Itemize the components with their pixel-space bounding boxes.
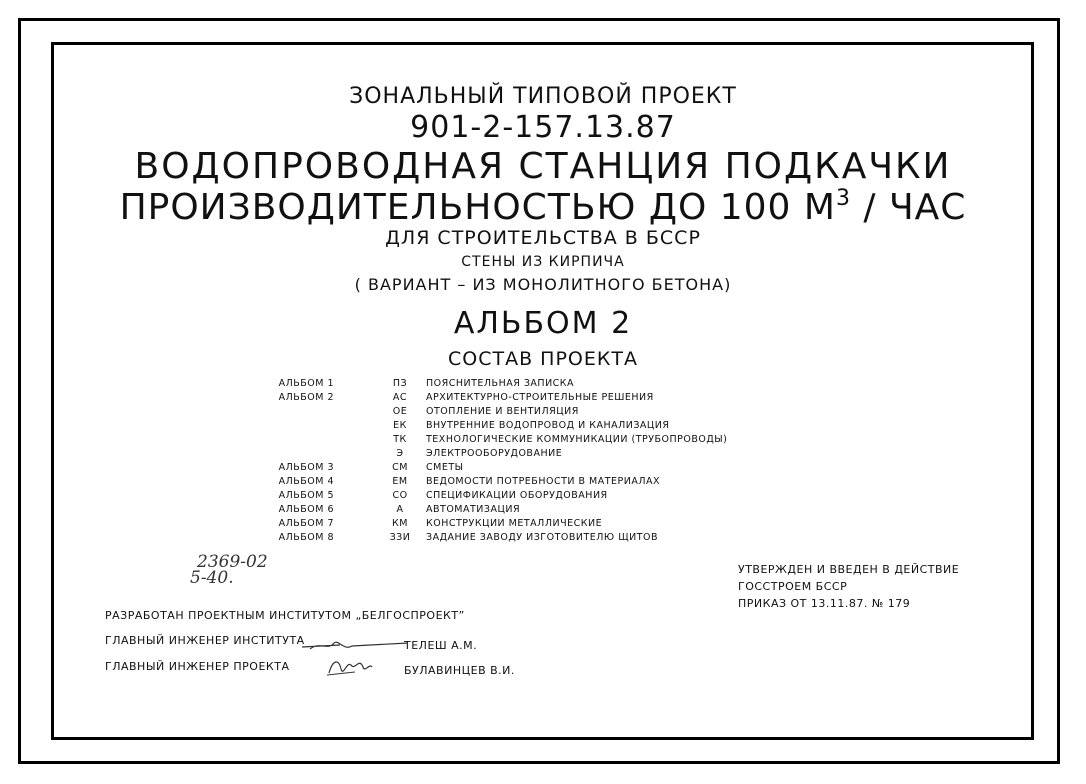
subtitle-variant: ( ВАРИАНТ – ИЗ МОНОЛИТНОГО БЕТОНА) (354, 275, 732, 294)
row-code: А (396, 504, 404, 515)
chief-project-label: ГЛАВНЫЙ ИНЖЕНЕР ПРОЕКТА (105, 660, 290, 673)
row-album: АЛЬБОМ 8 (278, 532, 334, 543)
approval-line-1: УТВЕРЖДЕН И ВВЕДЕН В ДЕЙСТВИЕ (738, 563, 960, 576)
row-album: АЛЬБОМ 6 (278, 504, 334, 515)
row-code: СО (392, 490, 408, 501)
row-album: АЛЬБОМ 7 (278, 518, 334, 529)
row-album: АЛЬБОМ 4 (278, 476, 334, 487)
handwritten-sheets: 5-40. (190, 568, 234, 588)
row-description: ПОЯСНИТЕЛЬНАЯ ЗАПИСКА (426, 378, 575, 389)
row-album: АЛЬБОМ 2 (278, 392, 334, 403)
contents-row (0, 378, 1086, 392)
title-line-1: ВОДОПРОВОДНАЯ СТАНЦИЯ ПОДКАЧКИ (134, 146, 952, 187)
row-description: АВТОМАТИЗАЦИЯ (426, 504, 521, 515)
title-line-2 (0, 186, 1086, 228)
handwritten-number: 2369-02 (197, 552, 268, 572)
title-line-2-tail: / ЧАС (850, 187, 967, 228)
row-code: ЗЗИ (389, 532, 411, 543)
contents-row (0, 420, 1086, 434)
project-type-heading: ЗОНАЛЬНЫЙ ТИПОВОЙ ПРОЕКТ (349, 84, 737, 109)
subtitle-region: ДЛЯ СТРОИТЕЛЬСТВА В БССР (385, 227, 701, 249)
row-description: ЭЛЕКТРООБОРУДОВАНИЕ (426, 448, 563, 459)
contents-title: СОСТАВ ПРОЕКТА (448, 348, 638, 370)
chief-institute-label: ГЛАВНЫЙ ИНЖЕНЕР ИНСТИТУТА (105, 634, 305, 647)
project-number: 901-2-157.13.87 (410, 110, 676, 145)
row-code: КМ (392, 518, 408, 529)
row-description: КОНСТРУКЦИИ МЕТАЛЛИЧЕСКИЕ (426, 518, 603, 529)
row-code: ЕМ (392, 476, 408, 487)
contents-row (0, 462, 1086, 476)
row-description: ОТОПЛЕНИЕ И ВЕНТИЛЯЦИЯ (426, 406, 579, 417)
subtitle-walls: СТЕНЫ ИЗ КИРПИЧА (461, 254, 625, 270)
approval-order: ПРИКАЗ ОТ 13.11.87. № 179 (738, 597, 911, 610)
row-description: ВНУТРЕННИЕ ВОДОПРОВОД И КАНАЛИЗАЦИЯ (426, 420, 670, 431)
row-album: АЛЬБОМ 5 (278, 490, 334, 501)
title-line-2-main: ПРОИЗВОДИТЕЛЬНОСТЬЮ ДО 100 М (119, 187, 836, 228)
contents-row (0, 504, 1086, 518)
contents-row (0, 448, 1086, 462)
album-title: АЛЬБОМ 2 (453, 306, 633, 341)
row-description: СМЕТЫ (426, 462, 464, 473)
contents-row (0, 532, 1086, 546)
chief-institute-name: ТЕЛЕШ А.М. (404, 639, 478, 652)
row-description: СПЕЦИФИКАЦИИ ОБОРУДОВАНИЯ (426, 490, 608, 501)
row-description: ЗАДАНИЕ ЗАВОДУ ИЗГОТОВИТЕЛЮ ЩИТОВ (426, 532, 658, 543)
row-code: ТК (393, 434, 407, 445)
contents-row (0, 518, 1086, 532)
contents-list (0, 378, 1086, 546)
row-code: АС (392, 392, 408, 403)
row-code: ОЕ (392, 406, 408, 417)
contents-row (0, 434, 1086, 448)
approval-line-2: ГОССТРОЕМ БССР (738, 580, 848, 593)
row-code: СМ (392, 462, 408, 473)
row-album: АЛЬБОМ 3 (278, 462, 334, 473)
row-code: ПЗ (392, 378, 408, 389)
row-description: АРХИТЕКТУРНО-СТРОИТЕЛЬНЫЕ РЕШЕНИЯ (426, 392, 654, 403)
row-description: ТЕХНОЛОГИЧЕСКИЕ КОММУНИКАЦИИ (ТРУБОПРОВОДЫ) (426, 434, 728, 445)
row-description: ВЕДОМОСТИ ПОТРЕБНОСТИ В МАТЕРИАЛАХ (426, 476, 661, 487)
row-code: ЕК (393, 420, 407, 431)
contents-row (0, 392, 1086, 406)
signature-chief-project (325, 653, 375, 681)
chief-project-name: БУЛАВИНЦЕВ В.И. (404, 664, 515, 677)
developed-by: РАЗРАБОТАН ПРОЕКТНЫМ ИНСТИТУТОМ „БЕЛГОСПРОЕКТ” (105, 609, 465, 622)
title-line-2-superscript: 3 (835, 186, 851, 211)
contents-row (0, 490, 1086, 504)
row-album: АЛЬБОМ 1 (278, 378, 334, 389)
row-code: Э (396, 448, 404, 459)
contents-row (0, 476, 1086, 490)
contents-row (0, 406, 1086, 420)
